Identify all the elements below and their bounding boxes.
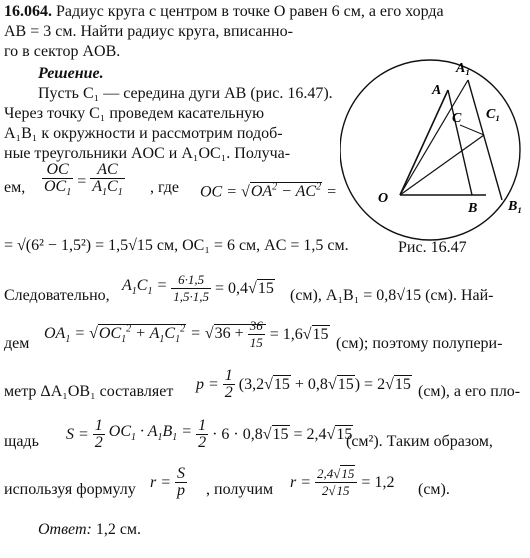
solution-line-10-suffix: (см²). Таким образом, <box>346 433 493 450</box>
solution-line-2: Через точку C₁ проведем касательную <box>4 105 265 122</box>
solution-line-11-suffix: (см). <box>418 481 450 498</box>
solution-line-11-prefix: используя формулу <box>4 481 136 498</box>
tangent-a1b1 <box>468 80 502 200</box>
solution-line-8-suffix: (см); поэтому полупери- <box>336 335 503 352</box>
solution-line-9-prefix: метр ΔA₁OB₁ составляет <box>4 383 174 400</box>
solution-line-3: A₁B₁ к окружности и рассмотрим подоб- <box>4 125 283 142</box>
label-b1: B₁ <box>508 199 523 214</box>
figure-16-47 <box>340 50 530 255</box>
segment-cc1 <box>460 125 484 135</box>
figure-caption: Рис. 16.47 <box>398 239 467 256</box>
solution-label: Решение. <box>38 65 104 82</box>
answer <box>38 520 141 539</box>
solution-line-6: = √(6² − 1,5²) = 1,5√15 см, OC₁ = 6 см, AC = 1,5 см. <box>4 237 349 254</box>
label-c1: C₁ <box>486 107 501 122</box>
answer-value: 1,2 см. <box>95 521 142 538</box>
solution-line-9-suffix: (см), а его пло- <box>418 383 521 400</box>
solution-line-1: Пусть C₁ — середина дуги AB (рис. 16.47). <box>38 85 333 102</box>
problem-line-3: го в сектор AOB. <box>4 43 121 60</box>
label-a: A <box>432 83 442 98</box>
chord-ab <box>448 90 472 195</box>
formula-a1c1: $A_1C_1$ = $\frac{6\cdot 1,5}{1,5\cdot 1,5}$ = 0,4√15 <box>122 272 274 304</box>
answer-label: Ответ: <box>38 521 92 538</box>
solution-line-7-prefix: Следовательно, <box>4 287 110 304</box>
segment-oc1 <box>400 135 484 195</box>
formula-r-def: r = $\frac{S}{p}$ <box>150 465 186 499</box>
solution-line-10-prefix: щадь <box>4 433 39 450</box>
solution-line-4: ные треугольники AOC и A₁OC₁. Получа- <box>4 145 291 162</box>
label-c: C <box>452 111 462 126</box>
solution-line-7-suffix: (см), A₁B₁ = 0,8√15 (см). Най- <box>290 287 494 304</box>
formula-p: p = $\frac{1}{2}$ (3,2√15 + 0,8√15) = 2√15 <box>196 367 411 401</box>
problem-number: 16.064. <box>4 3 52 20</box>
formula-oc: OC = $√OA^2 - AC^2$ = <box>200 182 337 201</box>
label-b: B <box>468 201 478 216</box>
solution-line-5-prefix: ем, <box>4 179 26 196</box>
solution-line-5-mid: , где <box>150 179 180 196</box>
formula-ratio: $\frac{OC}{OC_1}$ = $\frac{AC}{A_1C_1}$ <box>44 161 123 199</box>
problem-line-2: AB = 3 см. Найти радиус круга, вписанно- <box>4 23 293 40</box>
label-a1: A₁ <box>456 61 471 76</box>
formula-oa1: $OA_1 = √OC_1^2 + A_1C_1^2 = √36$ + $\frac{36}{15}$ = 1,6√15 <box>44 318 329 350</box>
solution-line-11-mid: , получим <box>206 481 274 498</box>
problem-line-1 <box>4 2 444 21</box>
problem-text-1: Радиус круга с центром в точке O равен 6 см, а его хорда <box>56 3 444 20</box>
formula-r-value: r = $\frac{2,4√15}{2√15}$ = 1,2 <box>290 466 395 498</box>
label-o: O <box>378 191 389 206</box>
formula-s: S = $\frac{1}{2}$ $OC_1 \cdot A_1B_1$ = $\frac{1}{2}$ · 6 · 0,8√15 = 2,4√15 <box>66 417 353 451</box>
solution-line-8-prefix: дем <box>4 335 30 352</box>
segment-oa <box>400 90 448 195</box>
figure-circle <box>340 60 523 240</box>
